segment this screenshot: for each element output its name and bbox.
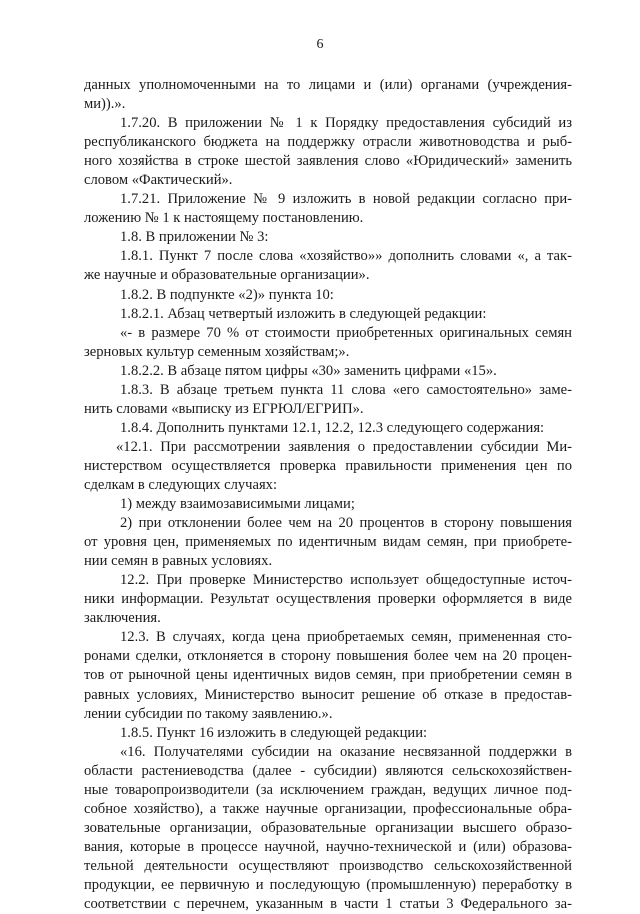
text-line: нить словами «выписку из ЕГРЮЛ/ЕГРИП».	[84, 400, 364, 417]
text-line: данных уполномоченными на то лицами и (или) органами (учреждения-	[84, 77, 572, 93]
text-line: сделкам в следующих случаях:	[84, 476, 278, 493]
text-line: ронами сделки, отклоняется в сторону повышения более чем на 20 процен-	[84, 648, 572, 665]
text-line: зерновых культур семенным хозяйствам;».	[84, 343, 350, 360]
text-line: 1.7.21. Приложение № 9 изложить в новой редакции согласно при-	[120, 191, 572, 208]
page-number: 6	[316, 37, 324, 52]
text-line: 1.8.2.2. В абзаце пятом цифры «30» заменить цифрами «15».	[120, 362, 497, 379]
text-line: области растениеводства (далее - субсидии) являются сельскохозяйствен-	[84, 762, 572, 779]
text-line: 1.8.4. Дополнить пунктами 12.1, 12.2, 12.3 следующего содержания:	[120, 419, 545, 436]
text-line: 1) между взаимозависимыми лицами;	[120, 496, 355, 513]
text-line: словом «Фактический».	[84, 172, 233, 189]
text-line: ного хозяйства в строке шестой заявления слово «Юридический» заменить	[84, 153, 572, 170]
text-line: зовательные организации, образовательные организации высшего образо-	[84, 819, 572, 836]
text-line: 1.8. В приложении № 3:	[120, 229, 269, 246]
text-line: тельной деятельности осуществляют производство сельскохозяйственной	[84, 857, 572, 874]
text-line: заключения.	[84, 610, 161, 627]
text-line: 1.8.2. В подпункте «2)» пункта 10:	[120, 286, 334, 303]
text-line: 1.8.1. Пункт 7 после слова «хозяйство»» дополнить словами «, а так-	[120, 248, 572, 265]
text-line: нии семян в равных условиях.	[84, 553, 273, 570]
text-line: 12.3. В случаях, когда цена приобретаемых семян, примененная сто-	[120, 629, 572, 646]
text-line: 12.2. При проверке Министерство использует общедоступные источ-	[120, 572, 572, 589]
text-line: же научные и образовательные организации».	[84, 267, 370, 284]
text-line: ложению № 1 к настоящему постановлению.	[84, 210, 364, 227]
text-line: ники информации. Результат осуществления проверки оформляется в виде	[84, 591, 572, 608]
text-line: 2) при отклонении более чем на 20 процентов в сторону повышения	[120, 515, 572, 532]
text-line: тов от рыночной цены идентичных видов семян, при приобретении семян в	[84, 667, 572, 684]
text-line: вания, которые в процессе научной, научно-технической и (или) образова-	[84, 838, 572, 855]
text-line: собное хозяйство), а также научные организации, профессиональные обра-	[84, 800, 572, 817]
text-line: 1.8.5. Пункт 16 изложить в следующей редакции:	[120, 724, 428, 741]
text-line: «12.1. При рассмотрении заявления о предоставлении субсидии Ми-	[116, 438, 572, 455]
text-line: «16. Получателями субсидии на оказание несвязанной поддержки в	[120, 743, 572, 760]
text-line: от уровня цен, применяемых по идентичным видам семян, при приобрете-	[84, 534, 572, 551]
text-line: 1.7.20. В приложении № 1 к Порядку предоставления субсидий из	[120, 115, 572, 132]
text-line: республиканского бюджета на поддержку отрасли животноводства и рыб-	[84, 134, 572, 151]
text-line: ми)).».	[84, 96, 126, 113]
text-line: ные товаропроизводители (за исключением граждан, ведущих личное под-	[84, 781, 572, 798]
text-line: продукции, ее первичную и последующую (промышленную) переработку в	[84, 876, 572, 893]
document-body	[84, 76, 572, 914]
text-line: «- в размере 70 % от стоимости приобретенных оригинальных семян	[120, 324, 572, 341]
text-line: равных условиях, Министерство выносит решение об отказе в предостав-	[84, 686, 572, 703]
text-line: 1.8.3. В абзаце третьем пункта 11 слова «его самостоятельно» заме-	[120, 381, 572, 398]
text-line: соответствии с перечнем, указанным в части 1 статьи 3 Федерального за-	[84, 896, 572, 913]
text-line: лении субсидии по такому заявлению.».	[84, 705, 333, 722]
text-line: 1.8.2.1. Абзац четвертый изложить в следующей редакции:	[120, 305, 487, 322]
text-line: нистерством осуществляется проверка правильности применения цен по	[84, 457, 572, 474]
